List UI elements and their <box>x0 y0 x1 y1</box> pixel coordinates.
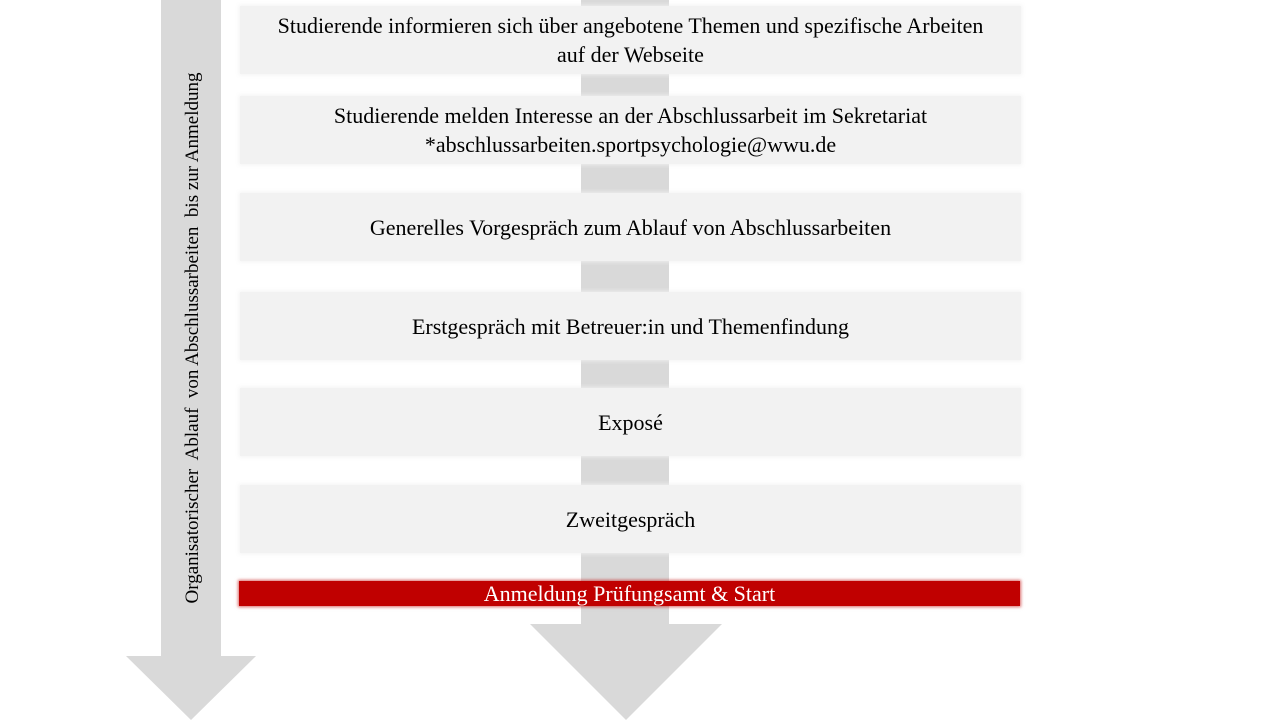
step-text-1: Studierende informieren sich über angebotene Themen und spezifische Arbeiten auf der Webseite <box>277 13 984 67</box>
step-box-3 <box>240 193 1021 261</box>
step-text-3: Generelles Vorgespräch zum Ablauf von Abschlussarbeiten <box>369 214 892 240</box>
step-text-2: Studierende melden Interesse an der Abschlussarbeit im Sekretariat *abschlussarbeiten.sportpsychologie@wwu.de <box>333 103 928 157</box>
step-box-1 <box>240 6 1021 74</box>
step-box-2 <box>240 96 1021 164</box>
step-text-4: Erstgespräch mit Betreuer:in und Themenfindung <box>411 313 850 339</box>
step-box-6 <box>240 485 1021 553</box>
step-box-4 <box>240 292 1021 360</box>
final-step-banner <box>239 581 1020 606</box>
step-text-5: Exposé <box>598 409 663 435</box>
step-box-5 <box>240 388 1021 456</box>
final-step-text: Anmeldung Prüfungsamt & Start <box>483 580 776 606</box>
step-text-6: Zweitgespräch <box>565 506 696 532</box>
process-side-label: Organisatorischer Ablauf von Abschlussarbeiten bis zur Anmeldung <box>182 72 203 604</box>
